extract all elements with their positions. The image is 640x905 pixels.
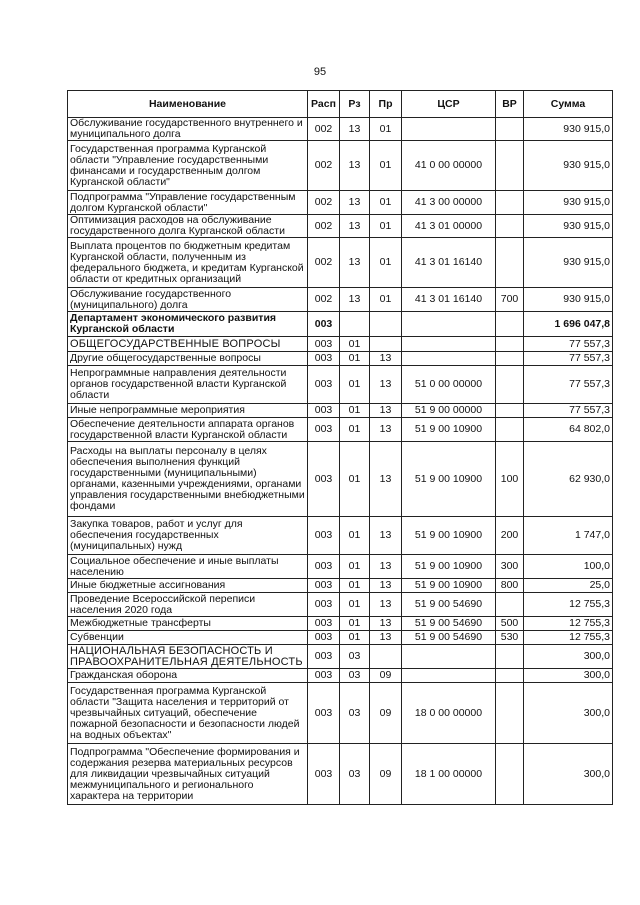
row-pr: 01 bbox=[370, 191, 402, 215]
row-csr bbox=[402, 645, 496, 669]
table-row bbox=[68, 337, 613, 352]
row-name: Оптимизация расходов на обслуживание государственного долга Курганской области bbox=[68, 215, 308, 238]
table-row bbox=[68, 631, 613, 645]
row-rasp: 003 bbox=[308, 442, 340, 517]
row-name: Обслуживание государственного внутреннего и муниципального долга bbox=[68, 118, 308, 141]
row-name: Иные бюджетные ассигнования bbox=[68, 579, 308, 593]
row-rz: 01 bbox=[340, 366, 370, 404]
row-rasp: 003 bbox=[308, 517, 340, 555]
row-pr: 09 bbox=[370, 669, 402, 683]
row-rz: 13 bbox=[340, 288, 370, 312]
row-csr: 41 3 01 16140 bbox=[402, 288, 496, 312]
row-name: Обслуживание государственного (муниципального) долга bbox=[68, 288, 308, 312]
row-vr bbox=[496, 645, 524, 669]
row-name: Государственная программа Курганской области "Защита населения и территорий от чрезвычайных ситуаций, обеспечение пожарной безопасности и безопасности людей на водных объектах" bbox=[68, 683, 308, 744]
row-name: Закупка товаров, работ и услуг для обеспечения государственных (муниципальных) нужд bbox=[68, 517, 308, 555]
row-pr: 01 bbox=[370, 118, 402, 141]
row-sum: 77 557,3 bbox=[524, 352, 613, 366]
row-rz: 13 bbox=[340, 141, 370, 191]
row-vr bbox=[496, 141, 524, 191]
row-csr: 41 3 01 16140 bbox=[402, 238, 496, 288]
row-vr bbox=[496, 118, 524, 141]
row-sum: 930 915,0 bbox=[524, 191, 613, 215]
row-sum: 12 755,3 bbox=[524, 631, 613, 645]
row-csr: 41 0 00 00000 bbox=[402, 141, 496, 191]
row-rasp: 003 bbox=[308, 352, 340, 366]
table-row bbox=[68, 669, 613, 683]
row-pr bbox=[370, 337, 402, 352]
row-rz: 01 bbox=[340, 631, 370, 645]
budget-table bbox=[67, 90, 613, 805]
row-pr: 01 bbox=[370, 215, 402, 238]
row-name: Обеспечение деятельности аппарата органов государственной власти Курганской области bbox=[68, 418, 308, 442]
row-pr: 01 bbox=[370, 141, 402, 191]
row-sum: 300,0 bbox=[524, 744, 613, 805]
row-sum: 12 755,3 bbox=[524, 617, 613, 631]
row-sum: 930 915,0 bbox=[524, 288, 613, 312]
row-pr: 13 bbox=[370, 366, 402, 404]
row-name: Межбюджетные трансферты bbox=[68, 617, 308, 631]
row-rz: 01 bbox=[340, 593, 370, 617]
row-csr: 51 9 00 00000 bbox=[402, 404, 496, 418]
row-pr: 13 bbox=[370, 404, 402, 418]
row-vr bbox=[496, 366, 524, 404]
row-vr: 530 bbox=[496, 631, 524, 645]
row-pr: 13 bbox=[370, 579, 402, 593]
row-rasp: 003 bbox=[308, 617, 340, 631]
row-rz: 01 bbox=[340, 442, 370, 517]
row-name: Субвенции bbox=[68, 631, 308, 645]
header-rasp: Расп bbox=[308, 91, 340, 118]
row-rz: 01 bbox=[340, 617, 370, 631]
row-csr: 51 0 00 00000 bbox=[402, 366, 496, 404]
header-vr: ВР bbox=[496, 91, 524, 118]
table-row bbox=[68, 418, 613, 442]
row-name: Государственная программа Курганской области "Управление государственными финансами и государственным долгом Курганской области" bbox=[68, 141, 308, 191]
table-row bbox=[68, 579, 613, 593]
row-rasp: 003 bbox=[308, 337, 340, 352]
row-pr: 13 bbox=[370, 631, 402, 645]
row-rasp: 002 bbox=[308, 191, 340, 215]
row-rasp: 002 bbox=[308, 141, 340, 191]
row-vr bbox=[496, 337, 524, 352]
row-vr bbox=[496, 238, 524, 288]
row-sum: 930 915,0 bbox=[524, 215, 613, 238]
row-pr: 01 bbox=[370, 238, 402, 288]
row-vr bbox=[496, 593, 524, 617]
row-name: НАЦИОНАЛЬНАЯ БЕЗОПАСНОСТЬ И ПРАВООХРАНИТЕЛЬНАЯ ДЕЯТЕЛЬНОСТЬ bbox=[68, 645, 308, 669]
row-sum: 300,0 bbox=[524, 669, 613, 683]
row-name: Гражданская оборона bbox=[68, 669, 308, 683]
row-sum: 77 557,3 bbox=[524, 404, 613, 418]
table-header-row bbox=[68, 91, 613, 118]
table-row bbox=[68, 141, 613, 191]
row-sum: 300,0 bbox=[524, 683, 613, 744]
table-row bbox=[68, 366, 613, 404]
row-csr bbox=[402, 669, 496, 683]
row-vr: 100 bbox=[496, 442, 524, 517]
row-rz: 13 bbox=[340, 118, 370, 141]
row-rz bbox=[340, 312, 370, 337]
row-sum: 12 755,3 bbox=[524, 593, 613, 617]
row-rasp: 003 bbox=[308, 579, 340, 593]
row-sum: 77 557,3 bbox=[524, 366, 613, 404]
row-rasp: 003 bbox=[308, 631, 340, 645]
row-name: ОБЩЕГОСУДАРСТВЕННЫЕ ВОПРОСЫ bbox=[68, 337, 308, 352]
row-rasp: 003 bbox=[308, 744, 340, 805]
row-rasp: 003 bbox=[308, 312, 340, 337]
row-csr: 51 9 00 10900 bbox=[402, 418, 496, 442]
row-rz: 01 bbox=[340, 337, 370, 352]
row-sum: 25,0 bbox=[524, 579, 613, 593]
row-vr: 200 bbox=[496, 517, 524, 555]
table-row bbox=[68, 404, 613, 418]
row-pr: 13 bbox=[370, 442, 402, 517]
row-rasp: 002 bbox=[308, 215, 340, 238]
table-row bbox=[68, 744, 613, 805]
table-row bbox=[68, 442, 613, 517]
row-pr: 13 bbox=[370, 517, 402, 555]
row-csr bbox=[402, 352, 496, 366]
row-csr: 51 9 00 10900 bbox=[402, 579, 496, 593]
row-vr bbox=[496, 215, 524, 238]
table-row bbox=[68, 645, 613, 669]
row-csr: 41 3 01 00000 bbox=[402, 215, 496, 238]
row-rasp: 003 bbox=[308, 645, 340, 669]
row-sum: 1 696 047,8 bbox=[524, 312, 613, 337]
row-vr: 700 bbox=[496, 288, 524, 312]
table-row bbox=[68, 593, 613, 617]
row-vr: 300 bbox=[496, 555, 524, 579]
row-sum: 300,0 bbox=[524, 645, 613, 669]
row-rasp: 002 bbox=[308, 118, 340, 141]
table-row bbox=[68, 191, 613, 215]
row-pr bbox=[370, 312, 402, 337]
row-pr: 13 bbox=[370, 617, 402, 631]
row-name: Департамент экономического развития Курганской области bbox=[68, 312, 308, 337]
row-rz: 03 bbox=[340, 645, 370, 669]
row-name: Подпрограмма "Обеспечение формирования и содержания резерва материальных ресурсов для ликвидации чрезвычайных ситуаций межмуниципального и регионального характера на территории bbox=[68, 744, 308, 805]
row-csr: 51 9 00 54690 bbox=[402, 593, 496, 617]
row-sum: 64 802,0 bbox=[524, 418, 613, 442]
row-rz: 13 bbox=[340, 215, 370, 238]
row-csr: 18 0 00 00000 bbox=[402, 683, 496, 744]
row-vr bbox=[496, 191, 524, 215]
row-name: Непрограммные направления деятельности органов государственной власти Курганской области bbox=[68, 366, 308, 404]
row-name: Другие общегосударственные вопросы bbox=[68, 352, 308, 366]
table-row bbox=[68, 517, 613, 555]
row-pr: 13 bbox=[370, 352, 402, 366]
row-sum: 930 915,0 bbox=[524, 118, 613, 141]
row-name: Подпрограмма "Управление государственным долгом Курганской области" bbox=[68, 191, 308, 215]
row-pr: 13 bbox=[370, 593, 402, 617]
row-name: Социальное обеспечение и иные выплаты населению bbox=[68, 555, 308, 579]
row-pr: 01 bbox=[370, 288, 402, 312]
table-row bbox=[68, 683, 613, 744]
row-csr: 51 9 00 10900 bbox=[402, 442, 496, 517]
row-csr bbox=[402, 118, 496, 141]
row-pr: 13 bbox=[370, 418, 402, 442]
row-rasp: 003 bbox=[308, 555, 340, 579]
row-name: Иные непрограммные мероприятия bbox=[68, 404, 308, 418]
row-sum: 77 557,3 bbox=[524, 337, 613, 352]
row-rasp: 002 bbox=[308, 238, 340, 288]
row-rasp: 003 bbox=[308, 366, 340, 404]
header-sum: Сумма bbox=[524, 91, 613, 118]
table-row bbox=[68, 238, 613, 288]
row-rz: 01 bbox=[340, 517, 370, 555]
row-rz: 03 bbox=[340, 744, 370, 805]
row-name: Расходы на выплаты персоналу в целях обеспечения выполнения функций государственными (муниципальными) органами, казенными учреждениями, органами управления государственными внебюджетными фондами bbox=[68, 442, 308, 517]
header-rz: Рз bbox=[340, 91, 370, 118]
row-csr: 51 9 00 10900 bbox=[402, 517, 496, 555]
row-vr bbox=[496, 418, 524, 442]
page-number: 95 bbox=[313, 66, 327, 78]
row-rz: 03 bbox=[340, 683, 370, 744]
row-name: Проведение Всероссийской переписи населения 2020 года bbox=[68, 593, 308, 617]
row-rz: 13 bbox=[340, 238, 370, 288]
row-rasp: 003 bbox=[308, 404, 340, 418]
row-pr: 13 bbox=[370, 555, 402, 579]
row-rasp: 003 bbox=[308, 418, 340, 442]
row-csr bbox=[402, 337, 496, 352]
row-csr: 51 9 00 10900 bbox=[402, 555, 496, 579]
row-sum: 62 930,0 bbox=[524, 442, 613, 517]
row-name: Выплата процентов по бюджетным кредитам Курганской области, полученным из федерального бюджета, и кредитам Курганской области от кредитных организаций bbox=[68, 238, 308, 288]
row-csr: 51 9 00 54690 bbox=[402, 617, 496, 631]
row-sum: 930 915,0 bbox=[524, 141, 613, 191]
row-sum: 1 747,0 bbox=[524, 517, 613, 555]
row-csr bbox=[402, 312, 496, 337]
header-csr: ЦСР bbox=[402, 91, 496, 118]
row-sum: 930 915,0 bbox=[524, 238, 613, 288]
row-csr: 51 9 00 54690 bbox=[402, 631, 496, 645]
table-row bbox=[68, 555, 613, 579]
row-vr bbox=[496, 352, 524, 366]
row-vr bbox=[496, 683, 524, 744]
row-csr: 41 3 00 00000 bbox=[402, 191, 496, 215]
table-row bbox=[68, 215, 613, 238]
row-rasp: 003 bbox=[308, 669, 340, 683]
row-rz: 01 bbox=[340, 579, 370, 593]
header-pr: Пр bbox=[370, 91, 402, 118]
row-pr: 09 bbox=[370, 744, 402, 805]
row-pr: 09 bbox=[370, 683, 402, 744]
row-rasp: 003 bbox=[308, 593, 340, 617]
row-rz: 01 bbox=[340, 352, 370, 366]
table-row bbox=[68, 288, 613, 312]
row-pr bbox=[370, 645, 402, 669]
row-vr bbox=[496, 312, 524, 337]
row-rasp: 002 bbox=[308, 288, 340, 312]
table-row bbox=[68, 118, 613, 141]
table-row bbox=[68, 352, 613, 366]
header-name: Наименование bbox=[68, 91, 308, 118]
row-rz: 01 bbox=[340, 418, 370, 442]
row-vr bbox=[496, 744, 524, 805]
row-rz: 03 bbox=[340, 669, 370, 683]
row-rz: 01 bbox=[340, 404, 370, 418]
row-csr: 18 1 00 00000 bbox=[402, 744, 496, 805]
row-vr bbox=[496, 404, 524, 418]
row-vr: 800 bbox=[496, 579, 524, 593]
row-vr bbox=[496, 669, 524, 683]
row-sum: 100,0 bbox=[524, 555, 613, 579]
row-rasp: 003 bbox=[308, 683, 340, 744]
row-rz: 01 bbox=[340, 555, 370, 579]
row-rz: 13 bbox=[340, 191, 370, 215]
table-row bbox=[68, 617, 613, 631]
table-row bbox=[68, 312, 613, 337]
row-vr: 500 bbox=[496, 617, 524, 631]
